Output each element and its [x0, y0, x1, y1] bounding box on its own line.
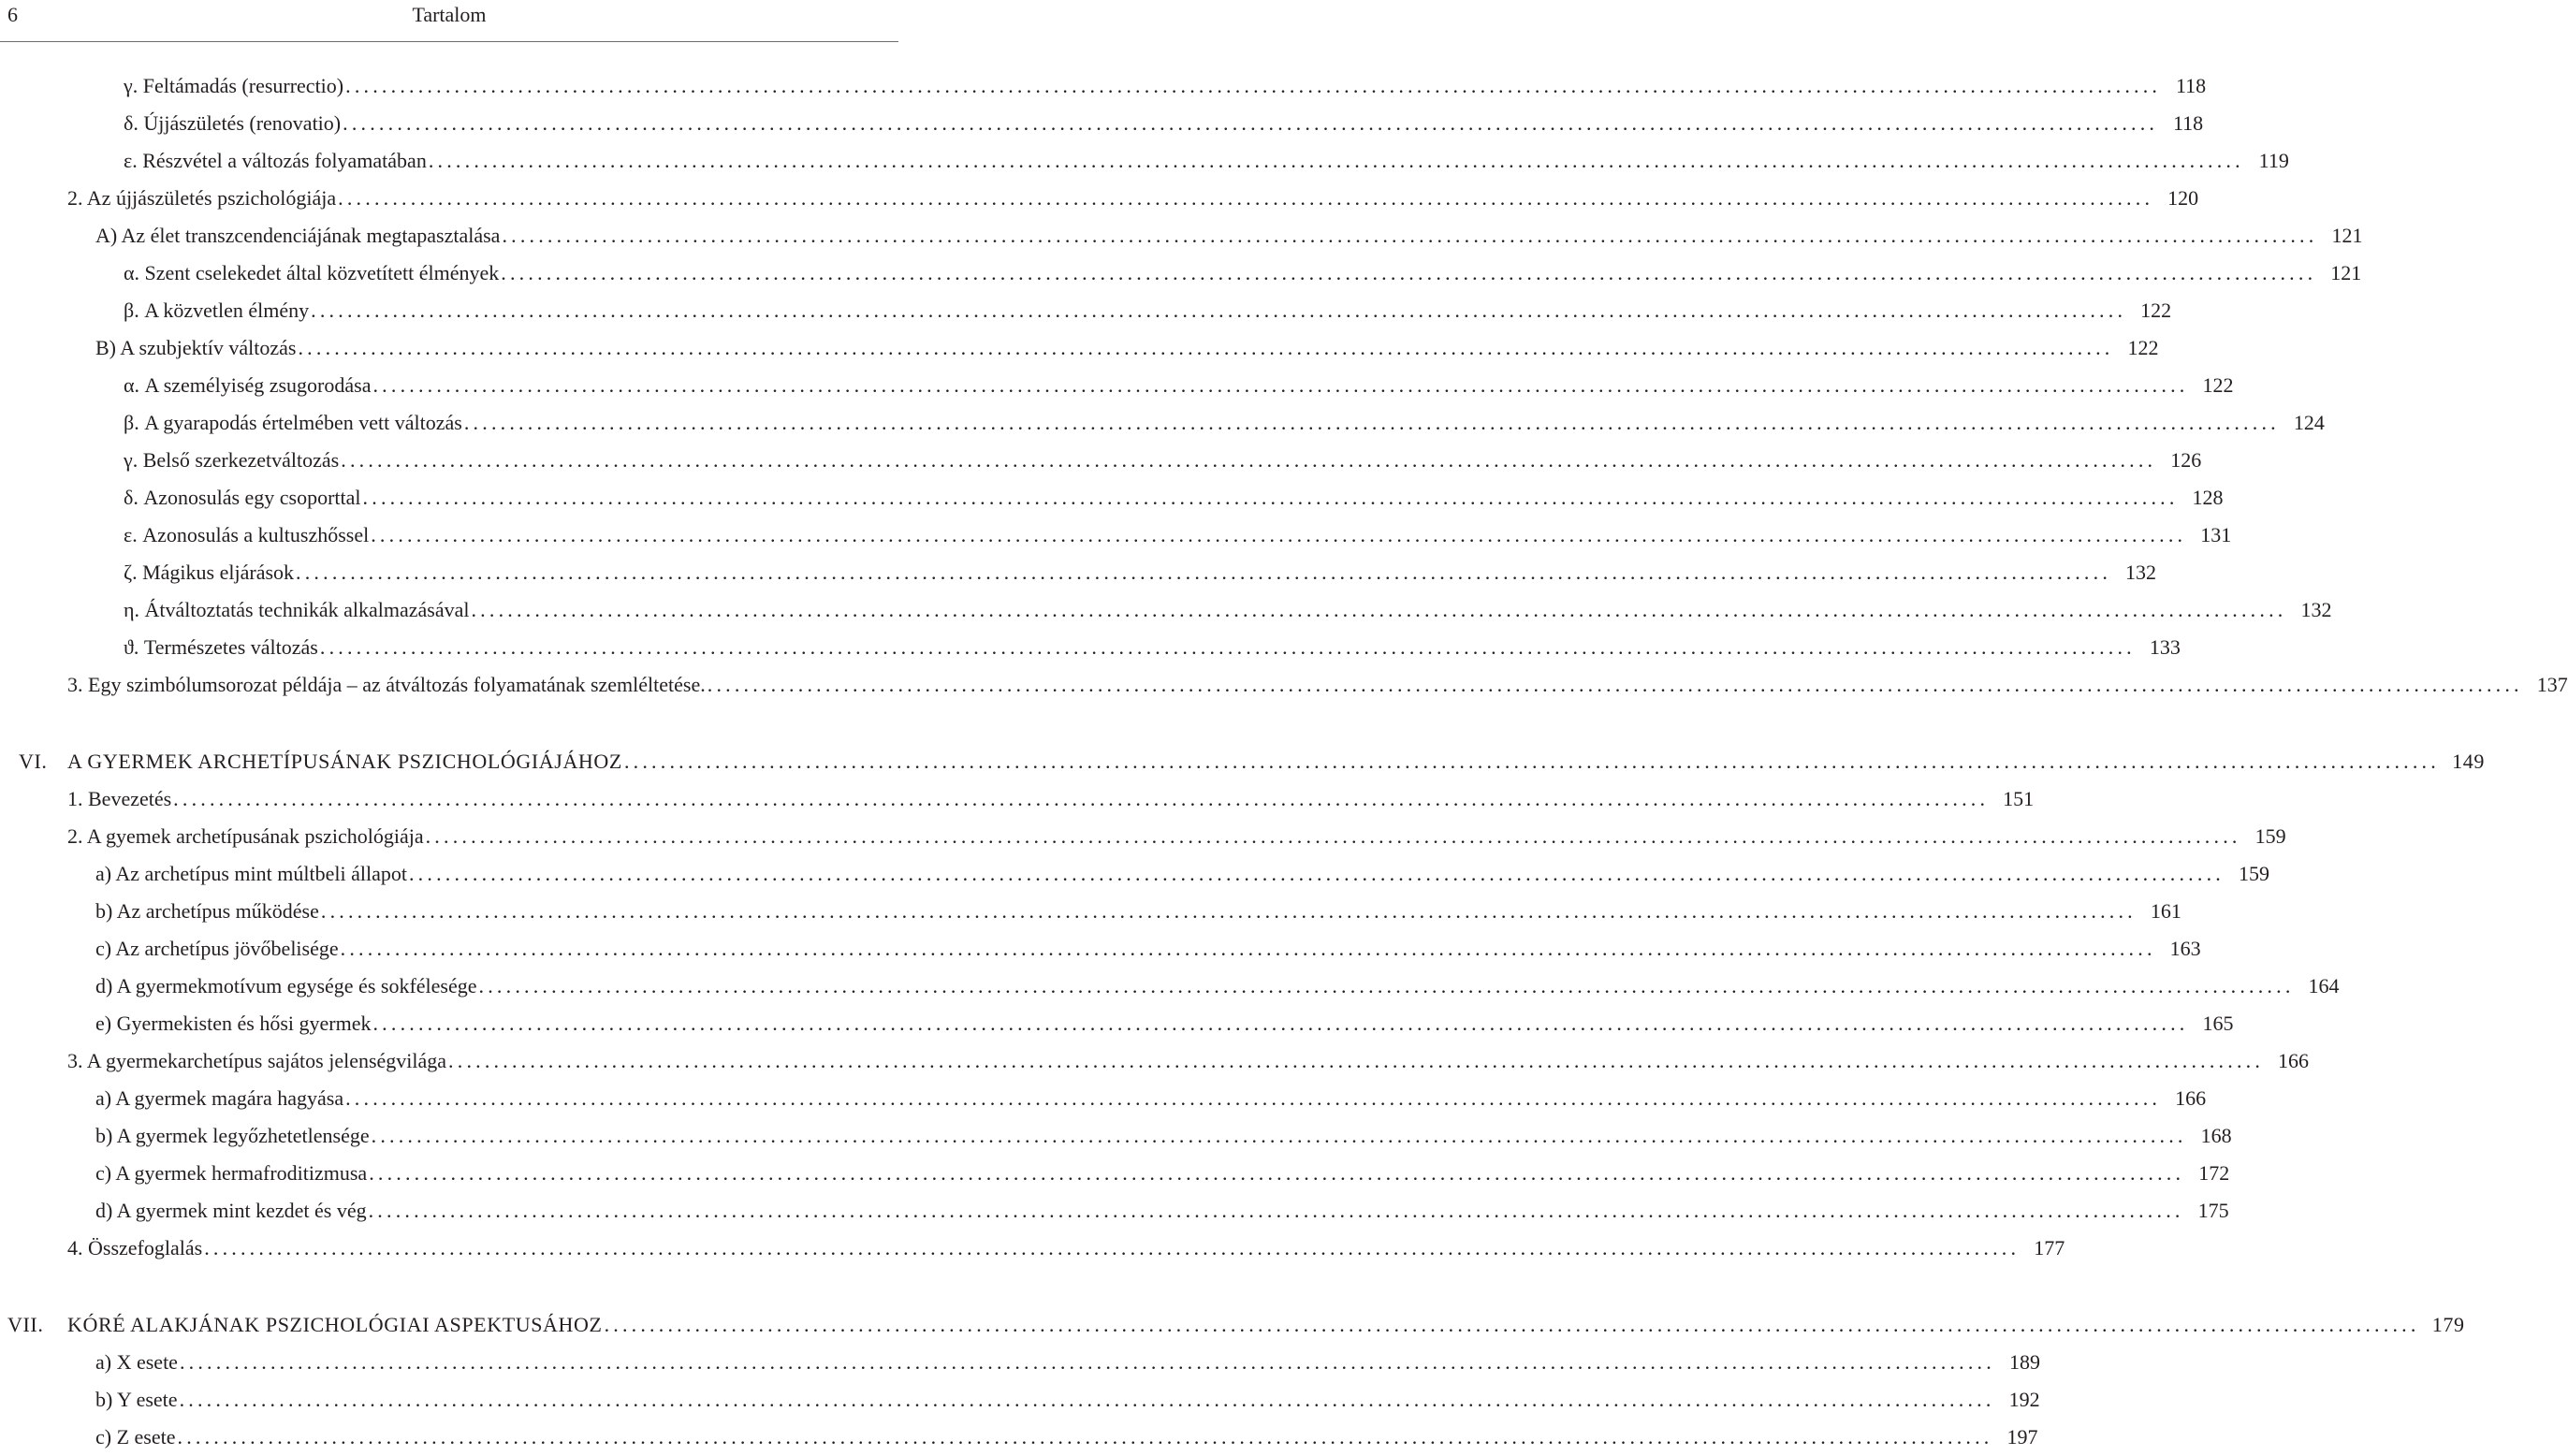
entry-title: 2. A gyemek archetípusának pszichológiája	[67, 824, 424, 848]
entry-page-number: 175	[2197, 1199, 2229, 1222]
toc-entry	[95, 968, 2340, 1005]
header-rule	[0, 41, 898, 42]
entry-page-number: 120	[2167, 186, 2199, 210]
toc-entry	[124, 629, 2181, 666]
toc-entry	[124, 442, 2202, 479]
dot-leader: ........................................................................................................................................................................................................	[296, 561, 2112, 584]
entry-title: A GYERMEK ARCHETÍPUSÁNAK PSZICHOLÓGIÁJÁHOZ	[67, 750, 622, 773]
entry-title: B) A szubjektív változás	[95, 336, 297, 359]
dot-leader: ........................................................................................................................................................................................................	[408, 862, 2225, 885]
toc-entry	[124, 142, 2289, 180]
dot-leader: ........................................................................................................................................................................................................	[425, 824, 2241, 848]
entry-title: ε. Részvétel a változás folyamatában	[124, 149, 427, 172]
entry-title: a) X esete	[95, 1350, 178, 1374]
chapter-number: VI.	[19, 750, 48, 773]
toc-entry	[124, 67, 2207, 105]
dot-leader: ........................................................................................................................................................................................................	[177, 1425, 1993, 1449]
entry-page-number: 159	[2254, 824, 2286, 848]
chapter-number: VII.	[7, 1313, 44, 1336]
toc-entry	[67, 1042, 2310, 1080]
entry-page-number: 179	[2431, 1313, 2465, 1336]
entry-title: 3. Egy szimbólumsorozat példája – az átváltozás folyamatának szemléltetése.	[67, 673, 706, 696]
entry-page-number: 149	[2452, 750, 2485, 773]
toc-entry	[95, 1419, 2038, 1456]
toc-entry	[67, 180, 2199, 217]
entry-title: ζ. Mágikus eljárások	[124, 561, 295, 584]
dot-leader: ........................................................................................................................................................................................................	[463, 411, 2280, 434]
toc-entry	[124, 255, 2362, 292]
entry-page-number: 189	[2008, 1350, 2040, 1374]
dot-leader: ........................................................................................................................................................................................................	[707, 673, 2523, 696]
chapter-entry	[7, 1306, 2465, 1344]
entry-page-number: 168	[2200, 1124, 2232, 1147]
entry-title: ε. Azonosulás a kultuszhőssel	[124, 523, 370, 546]
entry-title: c) Az archetípus jövőbelisége	[95, 937, 339, 960]
entry-title: ϑ. Természetes változás	[124, 635, 318, 659]
entry-title: α. Szent cselekedet által közvetített élmények	[124, 261, 500, 284]
entry-title: d) A gyermekmotívum egysége és sokfélesége	[95, 974, 477, 997]
entry-title: η. Átváltoztatás technikák alkalmazásával	[124, 598, 470, 621]
toc-entry	[124, 105, 2204, 142]
entry-page-number: 133	[2149, 635, 2181, 659]
toc-entry	[95, 1117, 2232, 1155]
entry-title: c) Z esete	[95, 1425, 176, 1449]
entry-title: β. A közvetlen élmény	[124, 298, 310, 322]
dot-leader: ........................................................................................................................................................................................................	[338, 186, 2154, 210]
dot-leader: ........................................................................................................................................................................................................	[298, 336, 2114, 359]
dot-leader: ........................................................................................................................................................................................................	[340, 937, 2156, 960]
entry-page-number: 151	[2003, 787, 2035, 810]
entry-title: δ. Újjászületés (renovatio)	[124, 111, 342, 135]
entry-page-number: 128	[2192, 486, 2224, 509]
dot-leader: ........................................................................................................................................................................................................	[369, 1161, 2185, 1185]
toc-entry	[67, 780, 2035, 818]
entry-page-number: 159	[2238, 862, 2269, 885]
toc-entry	[95, 1192, 2229, 1230]
chapter-entry	[19, 743, 2485, 780]
toc-entry	[95, 1381, 2040, 1419]
dot-leader: ........................................................................................................................................................................................................	[341, 448, 2157, 472]
page-header	[0, 0, 898, 41]
entry-title: 2. Az újjászületés pszichológiája	[67, 186, 337, 210]
entry-page-number: 197	[2006, 1425, 2038, 1449]
dot-leader: ........................................................................................................................................................................................................	[345, 74, 2162, 97]
entry-page-number: 131	[2200, 523, 2232, 546]
dot-leader: ........................................................................................................................................................................................................	[320, 899, 2137, 923]
running-title: Tartalom	[412, 3, 487, 26]
dot-leader: ........................................................................................................................................................................................................	[471, 598, 2287, 621]
dot-leader: ........................................................................................................................................................................................................	[204, 1236, 2021, 1259]
dot-leader: ........................................................................................................................................................................................................	[371, 523, 2187, 546]
entry-title: 1. Bevezetés	[67, 787, 172, 810]
dot-leader: ........................................................................................................................................................................................................	[428, 149, 2244, 172]
entry-title: δ. Azonosulás egy csoporttal	[124, 486, 361, 509]
entry-page-number: 132	[2300, 598, 2332, 621]
toc-entry	[95, 1080, 2207, 1117]
toc-entry	[124, 367, 2234, 404]
toc-entry	[124, 591, 2332, 629]
toc-entry	[95, 855, 2269, 893]
entry-title: a) A gyermek magára hagyása	[95, 1086, 344, 1110]
entry-page-number: 122	[2202, 373, 2234, 397]
entry-page-number: 177	[2034, 1236, 2065, 1259]
dot-leader: ........................................................................................................................................................................................................	[501, 261, 2317, 284]
dot-leader: ........................................................................................................................................................................................................	[173, 787, 1990, 810]
toc-entry	[124, 479, 2224, 517]
dot-leader: ........................................................................................................................................................................................................	[604, 1313, 2420, 1336]
entry-title: γ. Belső szerkezetváltozás	[124, 448, 340, 472]
dot-leader: ........................................................................................................................................................................................................	[319, 635, 2136, 659]
entry-page-number: 137	[2536, 673, 2568, 696]
entry-title: 4. Összefoglalás	[67, 1236, 203, 1259]
dot-leader: ........................................................................................................................................................................................................	[311, 298, 2127, 322]
dot-leader: ........................................................................................................................................................................................................	[362, 486, 2179, 509]
toc-entry	[95, 1005, 2234, 1042]
entry-page-number: 132	[2125, 561, 2157, 584]
entry-title: α. A személyiség zsugorodása	[124, 373, 372, 397]
entry-title: b) A gyermek legyőzhetetlensége	[95, 1124, 370, 1147]
toc-entry	[95, 1344, 2040, 1381]
entry-title: d) A gyermek mint kezdet és vég	[95, 1199, 367, 1222]
entry-title: A) Az élet transzcendenciájának megtapasztalása	[95, 224, 501, 247]
entry-page-number: 165	[2202, 1012, 2234, 1035]
entry-page-number: 166	[2278, 1049, 2310, 1072]
entry-page-number: 126	[2170, 448, 2202, 472]
entry-page-number: 118	[2172, 111, 2204, 135]
entry-title: b) Y esete	[95, 1388, 178, 1411]
entry-page-number: 172	[2198, 1161, 2230, 1185]
entry-page-number: 192	[2008, 1388, 2040, 1411]
entry-page-number: 163	[2169, 937, 2201, 960]
entry-page-number: 122	[2140, 298, 2172, 322]
dot-leader: ........................................................................................................................................................................................................	[345, 1086, 2162, 1110]
entry-page-number: 164	[2308, 974, 2340, 997]
dot-leader: ........................................................................................................................................................................................................	[372, 373, 2189, 397]
toc-entry	[124, 517, 2232, 554]
toc-entry	[124, 292, 2172, 329]
dot-leader: ........................................................................................................................................................................................................	[623, 750, 2440, 773]
toc-entry	[124, 554, 2157, 591]
toc-entry	[95, 930, 2201, 968]
entry-page-number: 161	[2150, 899, 2181, 923]
toc-entry	[95, 1155, 2230, 1192]
entry-page-number: 166	[2175, 1086, 2207, 1110]
entry-title: a) Az archetípus mint múltbeli állapot	[95, 862, 407, 885]
entry-page-number: 118	[2175, 74, 2207, 97]
dot-leader: ........................................................................................................................................................................................................	[343, 111, 2159, 135]
toc-entry	[95, 329, 2159, 367]
dot-leader: ........................................................................................................................................................................................................	[179, 1388, 1995, 1411]
entry-page-number: 119	[2258, 149, 2289, 172]
dot-leader: ........................................................................................................................................................................................................	[502, 224, 2318, 247]
entry-page-number: 122	[2127, 336, 2159, 359]
entry-title: b) Az archetípus működése	[95, 899, 319, 923]
dot-leader: ........................................................................................................................................................................................................	[179, 1350, 1995, 1374]
toc-entry	[67, 818, 2286, 855]
page-number: 6	[7, 3, 18, 26]
entry-title: 3. A gyermekarchetípus sajátos jelenségvilága	[67, 1049, 447, 1072]
entry-title: KÓRÉ ALAKJÁNAK PSZICHOLÓGIAI ASPEKTUSÁHOZ	[67, 1313, 603, 1336]
dot-leader: ........................................................................................................................................................................................................	[478, 974, 2295, 997]
dot-leader: ........................................................................................................................................................................................................	[448, 1049, 2265, 1072]
entry-title: β. A gyarapodás értelmében vett változás	[124, 411, 462, 434]
toc-entry	[124, 404, 2325, 442]
dot-leader: ........................................................................................................................................................................................................	[372, 1012, 2189, 1035]
toc-entry	[67, 666, 2568, 704]
dot-leader: ........................................................................................................................................................................................................	[371, 1124, 2187, 1147]
entry-title: γ. Feltámadás (resurrectio)	[124, 74, 344, 97]
entry-page-number: 121	[2330, 261, 2362, 284]
entry-title: c) A gyermek hermafroditizmusa	[95, 1161, 368, 1185]
entry-page-number: 121	[2331, 224, 2363, 247]
entry-page-number: 124	[2293, 411, 2325, 434]
entry-title: e) Gyermekisten és hősi gyermek	[95, 1012, 372, 1035]
toc-entry	[95, 217, 2363, 255]
toc-entry	[95, 893, 2181, 930]
toc-entry	[67, 1230, 2065, 1267]
dot-leader: ........................................................................................................................................................................................................	[368, 1199, 2184, 1222]
